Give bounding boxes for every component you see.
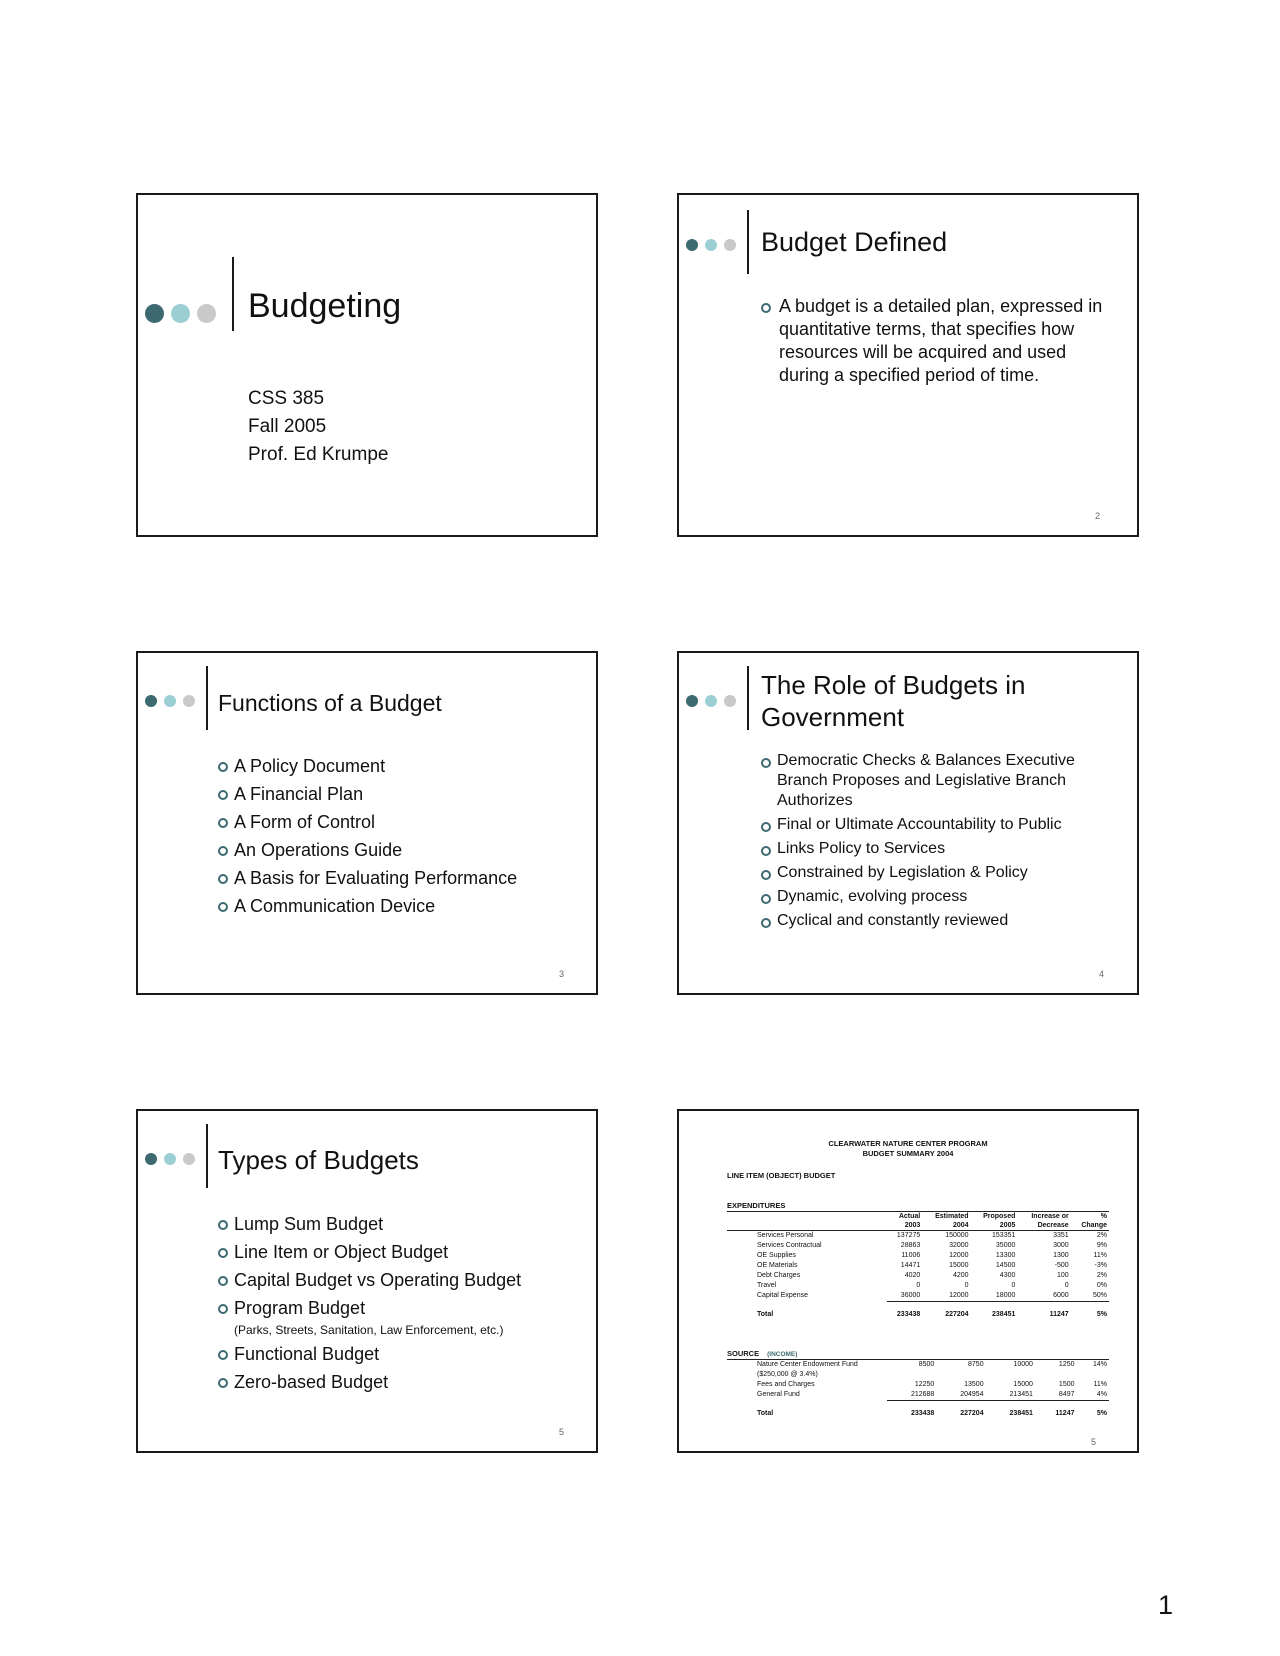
table-cell: 137275 bbox=[896, 1232, 921, 1239]
slide-title: Budgeting bbox=[248, 287, 402, 325]
row-label: Debt Charges bbox=[757, 1272, 801, 1279]
table-cell bbox=[936, 1370, 985, 1380]
row-label: Total bbox=[757, 1409, 774, 1417]
row-label: Capital Expense bbox=[757, 1292, 808, 1300]
table-row bbox=[727, 1360, 1109, 1371]
list-item: A Financial Plan bbox=[218, 780, 517, 808]
expenditures-table bbox=[727, 1211, 1109, 1320]
list-item-note: (Parks, Streets, Sanitation, Law Enforcement, etc.) bbox=[234, 1323, 504, 1337]
dots-decoration bbox=[686, 695, 736, 707]
table-cell bbox=[887, 1370, 936, 1380]
table-row bbox=[727, 1291, 1109, 1302]
list-item: Lump Sum Budget bbox=[218, 1210, 521, 1238]
dot-icon bbox=[183, 695, 195, 707]
slide-number: 2 bbox=[1095, 511, 1101, 521]
slide-subtitle bbox=[248, 385, 388, 469]
table-cell bbox=[1035, 1370, 1077, 1380]
bullet-list bbox=[761, 295, 1111, 387]
divider bbox=[747, 210, 749, 274]
table-cell: 50% bbox=[1092, 1292, 1107, 1299]
table-title bbox=[679, 1139, 1137, 1159]
table-cell: 12000 bbox=[949, 1292, 969, 1299]
slide-number: 3 bbox=[559, 969, 565, 979]
slide-1 bbox=[136, 193, 598, 537]
table-cell: -500 bbox=[1054, 1262, 1069, 1269]
dots-decoration bbox=[145, 695, 195, 707]
table-cell: 18000 bbox=[995, 1292, 1016, 1299]
dot-icon bbox=[686, 239, 698, 251]
course-line: CSS 385 bbox=[248, 388, 325, 409]
header-cell: 2005 bbox=[971, 1221, 1018, 1231]
table-cell: 0 bbox=[1011, 1282, 1016, 1289]
list-item: Final or Ultimate Accountability to Public bbox=[761, 815, 1111, 835]
slide-5 bbox=[136, 1109, 598, 1453]
row-label: OE Supplies bbox=[757, 1252, 796, 1259]
table-cell: 233438 bbox=[887, 1302, 922, 1321]
table-cell bbox=[986, 1370, 1035, 1380]
bullet-list bbox=[218, 752, 517, 920]
list-item: Functional Budget bbox=[218, 1340, 521, 1368]
income-tag: (INCOME) bbox=[767, 1351, 798, 1358]
slide-3 bbox=[136, 651, 598, 995]
table-row bbox=[727, 1251, 1109, 1261]
divider bbox=[206, 666, 208, 730]
table-row bbox=[727, 1390, 1109, 1401]
dot-icon bbox=[145, 304, 164, 323]
table-cell: 14% bbox=[1092, 1361, 1107, 1368]
dot-icon bbox=[164, 695, 176, 707]
table-cell: 35000 bbox=[995, 1242, 1016, 1249]
table-title-line: CLEARWATER NATURE CENTER PROGRAM bbox=[828, 1139, 988, 1148]
header-cell: Proposed bbox=[983, 1213, 1016, 1220]
dot-icon bbox=[705, 695, 717, 707]
slide-title: Budget Defined bbox=[761, 227, 948, 257]
slide-title: Functions of a Budget bbox=[218, 690, 442, 716]
table-cell: 1500 bbox=[1058, 1381, 1075, 1388]
term-line: Fall 2005 bbox=[248, 416, 327, 437]
list-item: Cyclical and constantly reviewed bbox=[761, 911, 1111, 931]
header-cell: 2003 bbox=[887, 1221, 922, 1231]
table-row bbox=[727, 1271, 1109, 1281]
expenditures-label: EXPENDITURES bbox=[727, 1201, 786, 1210]
table-cell: 11247 bbox=[1017, 1302, 1070, 1321]
table-cell: 212688 bbox=[910, 1391, 935, 1398]
table-cell: 11% bbox=[1093, 1252, 1107, 1259]
header-cell: % bbox=[1100, 1213, 1107, 1220]
table-subtitle: LINE ITEM (OBJECT) BUDGET bbox=[727, 1171, 836, 1180]
bullet-list bbox=[761, 751, 1111, 935]
table-cell: 13500 bbox=[964, 1381, 984, 1388]
table-row bbox=[727, 1261, 1109, 1271]
slide-title: The Role of Budgets in Government bbox=[761, 670, 1026, 732]
table-row bbox=[727, 1231, 1109, 1242]
table-cell: 238451 bbox=[971, 1302, 1018, 1321]
list-item: Democratic Checks & Balances Executive Branch Proposes and Legislative Branch Authorizes bbox=[761, 751, 1111, 811]
dot-icon bbox=[164, 1153, 176, 1165]
table-cell: 2% bbox=[1096, 1232, 1107, 1239]
row-label: Total bbox=[757, 1310, 774, 1318]
table-title-line: BUDGET SUMMARY 2004 bbox=[862, 1149, 954, 1158]
header-cell: 2004 bbox=[922, 1221, 970, 1231]
slide-6 bbox=[677, 1109, 1139, 1453]
table-cell: 15000 bbox=[1013, 1381, 1033, 1388]
total-row bbox=[727, 1401, 1109, 1420]
dots-decoration bbox=[145, 304, 216, 323]
table-cell: 0% bbox=[1096, 1282, 1107, 1289]
table-cell: 11006 bbox=[901, 1252, 921, 1259]
slide-number: 4 bbox=[1099, 969, 1105, 979]
list-item: A budget is a detailed plan, expressed in quantitative terms, that specifies how resources will be acquired and used during a specified period of time. bbox=[761, 295, 1111, 387]
list-item: Capital Budget vs Operating Budget bbox=[218, 1266, 521, 1294]
table-cell: 213451 bbox=[1009, 1391, 1033, 1398]
table-cell: 8500 bbox=[918, 1361, 935, 1368]
list-item: Line Item or Object Budget bbox=[218, 1238, 521, 1266]
list-item: Dynamic, evolving process bbox=[761, 887, 1111, 907]
table-cell: 6000 bbox=[1053, 1292, 1069, 1299]
table-cell: 1300 bbox=[1053, 1252, 1069, 1259]
slide-number: 5 bbox=[559, 1427, 565, 1437]
table-cell: 28863 bbox=[900, 1242, 921, 1249]
table-cell: 11247 bbox=[1035, 1401, 1077, 1420]
table-cell: 0 bbox=[916, 1282, 921, 1289]
bullet-list bbox=[218, 1210, 521, 1396]
dot-icon bbox=[705, 239, 717, 251]
table-row bbox=[727, 1370, 1109, 1380]
list-item-label: Program Budget bbox=[234, 1298, 366, 1318]
header-cell: Decrease bbox=[1017, 1221, 1070, 1231]
table-cell: 4300 bbox=[999, 1272, 1016, 1279]
header-cell: Increase or bbox=[1031, 1213, 1069, 1220]
table-cell: 5% bbox=[1077, 1401, 1110, 1420]
dot-icon bbox=[171, 304, 190, 323]
table-cell: 12000 bbox=[949, 1252, 969, 1259]
table-cell: -3% bbox=[1094, 1262, 1107, 1269]
table-cell: 150000 bbox=[945, 1232, 969, 1239]
divider bbox=[206, 1124, 208, 1188]
table-cell: 15000 bbox=[949, 1262, 969, 1269]
header-cell: Estimated bbox=[935, 1213, 969, 1220]
table-cell: 8750 bbox=[968, 1361, 984, 1368]
row-label: Services Personal bbox=[757, 1232, 814, 1239]
total-row bbox=[727, 1302, 1109, 1321]
table-row bbox=[727, 1380, 1109, 1390]
table-cell: 233438 bbox=[887, 1401, 936, 1420]
table-cell: 14471 bbox=[900, 1262, 921, 1269]
list-item: A Basis for Evaluating Performance bbox=[218, 864, 517, 892]
table-cell: 227204 bbox=[922, 1302, 970, 1321]
list-item: A Policy Document bbox=[218, 752, 517, 780]
table-cell: 5% bbox=[1071, 1302, 1109, 1321]
source-body bbox=[727, 1360, 1109, 1420]
dot-icon bbox=[145, 695, 157, 707]
list-item: Constrained by Legislation & Policy bbox=[761, 863, 1111, 883]
table-cell: 36000 bbox=[900, 1292, 921, 1299]
header-cell: Change bbox=[1071, 1221, 1109, 1231]
table-cell: 1250 bbox=[1058, 1361, 1075, 1368]
header-cell: Actual bbox=[898, 1213, 921, 1220]
table-cell: 32000 bbox=[949, 1242, 969, 1249]
table-cell: 13300 bbox=[995, 1252, 1016, 1259]
dot-icon bbox=[724, 695, 736, 707]
row-label: OE Materials bbox=[757, 1262, 798, 1269]
source-label bbox=[727, 1349, 797, 1358]
table-cell: 0 bbox=[1064, 1282, 1069, 1289]
table-cell bbox=[1077, 1370, 1110, 1380]
table-cell: 0 bbox=[964, 1282, 969, 1289]
table-cell: 3351 bbox=[1053, 1232, 1069, 1239]
table-cell: 10000 bbox=[1013, 1361, 1033, 1368]
table-cell: 4% bbox=[1096, 1391, 1107, 1398]
dot-icon bbox=[183, 1153, 195, 1165]
table-cell: 14500 bbox=[995, 1262, 1016, 1269]
slide-number: 5 bbox=[1091, 1437, 1097, 1447]
table-cell: 100 bbox=[1057, 1272, 1069, 1279]
table-cell: 4200 bbox=[953, 1272, 969, 1279]
divider bbox=[747, 666, 749, 730]
dot-icon bbox=[197, 304, 216, 323]
table-row bbox=[727, 1281, 1109, 1291]
row-label: ($250,000 @ 3.4%) bbox=[757, 1371, 818, 1378]
table-cell: 153351 bbox=[992, 1232, 1016, 1239]
row-label: Travel bbox=[757, 1282, 777, 1289]
page-number: 1 bbox=[1157, 1590, 1173, 1620]
source-label-text: SOURCE bbox=[727, 1349, 760, 1358]
header-cell bbox=[727, 1221, 887, 1231]
row-label: Nature Center Endowment Fund bbox=[757, 1361, 858, 1368]
table-cell: 12250 bbox=[914, 1381, 935, 1388]
slide-title: Types of Budgets bbox=[218, 1145, 419, 1175]
slide-2 bbox=[677, 193, 1139, 537]
list-item: A Form of Control bbox=[218, 808, 517, 836]
row-label: Fees and Charges bbox=[757, 1381, 815, 1388]
table-cell: 238451 bbox=[986, 1401, 1035, 1420]
table-cell: 2% bbox=[1096, 1272, 1107, 1279]
dot-icon bbox=[724, 239, 736, 251]
dots-decoration bbox=[145, 1153, 195, 1165]
table-row bbox=[727, 1241, 1109, 1251]
list-item: Links Policy to Services bbox=[761, 839, 1111, 859]
table-cell: 11% bbox=[1093, 1381, 1107, 1388]
expenditures-body bbox=[727, 1231, 1109, 1321]
table-cell: 4020 bbox=[904, 1272, 921, 1279]
table-cell: 9% bbox=[1096, 1242, 1107, 1249]
list-item: Zero-based Budget bbox=[218, 1368, 521, 1396]
row-label: General Fund bbox=[757, 1391, 800, 1399]
table-cell: 3000 bbox=[1053, 1242, 1069, 1249]
instructor-line: Prof. Ed Krumpe bbox=[248, 444, 389, 465]
dots-decoration bbox=[686, 239, 736, 251]
list-item: An Operations Guide bbox=[218, 836, 517, 864]
header-cell bbox=[727, 1212, 887, 1222]
dot-icon bbox=[145, 1153, 157, 1165]
table-cell: 204954 bbox=[960, 1391, 984, 1398]
source-table bbox=[727, 1359, 1109, 1419]
row-label: Services Contractual bbox=[757, 1242, 822, 1249]
list-item: A Communication Device bbox=[218, 892, 517, 920]
slide-4 bbox=[677, 651, 1139, 995]
list-item bbox=[218, 1294, 521, 1338]
table-cell: 8497 bbox=[1058, 1391, 1075, 1398]
dot-icon bbox=[686, 695, 698, 707]
table-cell: 227204 bbox=[936, 1401, 985, 1420]
divider bbox=[232, 257, 234, 331]
